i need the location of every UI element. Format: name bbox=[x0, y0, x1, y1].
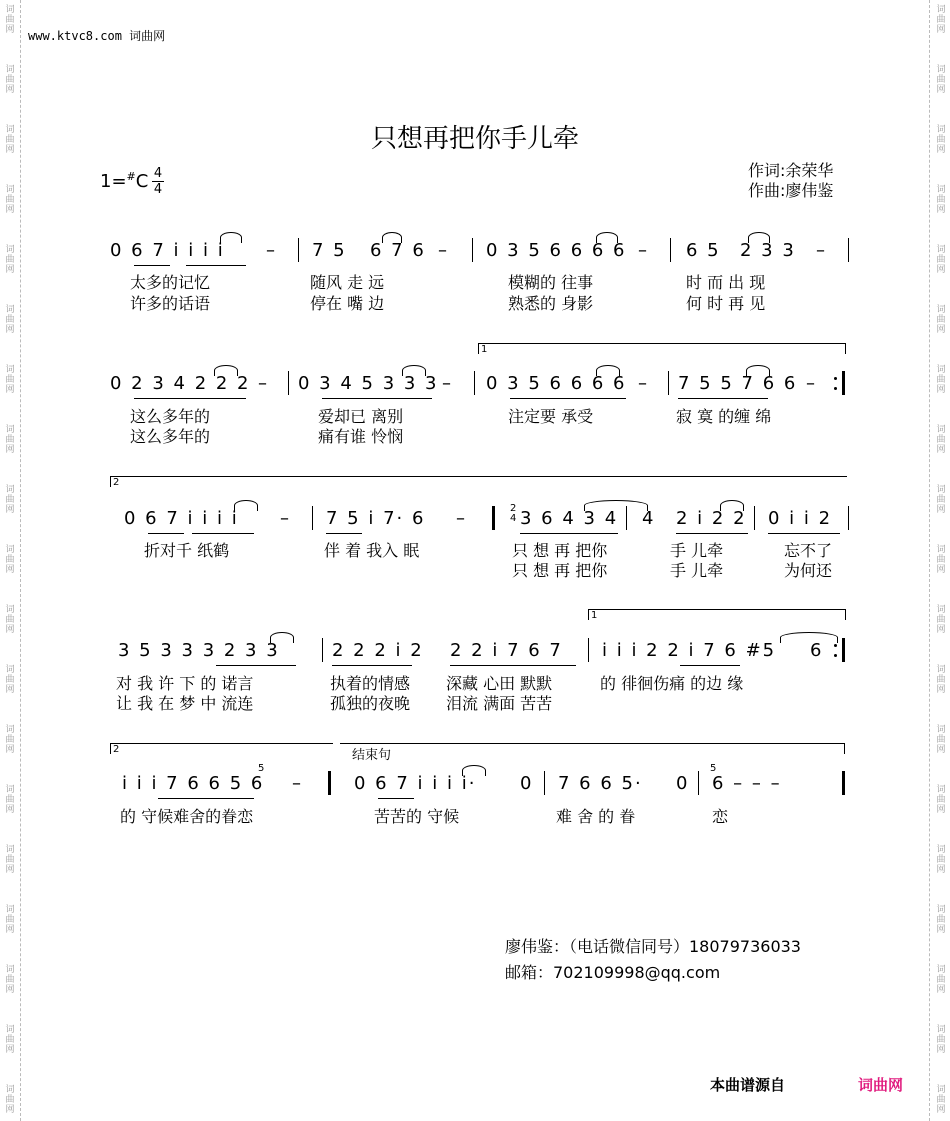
lyric-line: 伴 着 我入 眠 bbox=[324, 541, 420, 560]
barline bbox=[670, 238, 671, 262]
final-barline bbox=[842, 771, 845, 795]
watermark-text: 词 曲 网 bbox=[5, 185, 15, 215]
barline bbox=[322, 638, 323, 662]
barline bbox=[754, 506, 755, 530]
measure-2-notes: 7 5 bbox=[312, 240, 347, 261]
watermark-text: 词 曲 网 bbox=[5, 425, 15, 455]
measure-4-notes-b: 2 3 3 bbox=[740, 240, 796, 261]
barline bbox=[312, 506, 313, 530]
lyric-line: 时 而 出 现 bbox=[686, 273, 766, 292]
lyric-line: 寂 寞 的缠 绵 bbox=[676, 407, 772, 426]
watermark-text: 词 曲 网 bbox=[936, 365, 946, 395]
lyric-line: 孤独的夜晚 bbox=[330, 694, 411, 713]
contact-email[interactable]: 邮箱：702109998@qq.com bbox=[505, 963, 721, 982]
watermark-text: 词 曲 网 bbox=[936, 785, 946, 815]
eighth-beam bbox=[158, 798, 254, 799]
watermark-text: 词 曲 网 bbox=[936, 1025, 946, 1055]
score-row-4 bbox=[100, 632, 850, 676]
watermark-text: 词 曲 网 bbox=[936, 1085, 946, 1115]
hold-dash: – bbox=[280, 508, 291, 529]
lyric-line: 只 想 再 把你 bbox=[512, 561, 608, 580]
watermark-text: 词 曲 网 bbox=[936, 65, 946, 95]
measure-15-notes: 2 2 2 i 2 bbox=[332, 640, 424, 661]
watermark-text: 词 曲 网 bbox=[936, 185, 946, 215]
watermark-text: 词 曲 网 bbox=[936, 245, 946, 275]
slur bbox=[584, 500, 648, 511]
repeat-end-barline bbox=[842, 638, 845, 662]
watermark-text: 词 曲 网 bbox=[936, 485, 946, 515]
measure-16-notes-b: 6 bbox=[810, 640, 824, 661]
hold-dash: – bbox=[438, 240, 449, 261]
eighth-beam bbox=[332, 665, 412, 666]
measure-3-notes: 0 3 5 6 6 6 6 bbox=[486, 240, 627, 261]
eighth-beam bbox=[678, 398, 768, 399]
measure-19-notes-b: 0 bbox=[676, 773, 690, 794]
source-label: 本曲谱源自 bbox=[710, 1076, 786, 1094]
measure-18-notes-b: 0 bbox=[520, 773, 534, 794]
lyric-line: 熟悉的 身影 bbox=[508, 294, 594, 313]
lyric-line: 注定要 承受 bbox=[508, 407, 594, 426]
barline bbox=[298, 238, 299, 262]
watermark-text: 词 曲 网 bbox=[936, 305, 946, 335]
lyric-line: 这么多年的 bbox=[130, 427, 211, 446]
watermark-text: 词 曲 网 bbox=[5, 1025, 15, 1055]
barline bbox=[848, 506, 849, 530]
barline bbox=[544, 771, 545, 795]
hold-dash: – bbox=[258, 373, 269, 394]
slur bbox=[596, 232, 618, 243]
lyricist: 作词:余荣华 bbox=[748, 161, 834, 180]
eighth-beam bbox=[680, 665, 740, 666]
lyric-line: 只 想 再 把你 bbox=[512, 541, 608, 560]
measure-19-notes: 7 6 6 5· bbox=[558, 773, 643, 794]
hold-dash: – bbox=[292, 773, 303, 794]
eighth-beam bbox=[134, 398, 246, 399]
watermark-text: 词 曲 网 bbox=[5, 245, 15, 275]
key-signature: 1=#C bbox=[100, 170, 149, 192]
eighth-beam bbox=[186, 265, 246, 266]
slur bbox=[270, 632, 294, 643]
watermark-text: 词 曲 网 bbox=[5, 605, 15, 635]
song-title: 只想再把你手儿牵 bbox=[370, 124, 579, 154]
watermark-text: 词 曲 网 bbox=[936, 425, 946, 455]
coda-bracket bbox=[340, 743, 845, 754]
watermark-text: 词 曲 网 bbox=[5, 545, 15, 575]
lyric-line: 为何还 bbox=[784, 561, 833, 580]
measure-12-notes: 4 bbox=[642, 508, 656, 529]
eighth-beam bbox=[378, 798, 414, 799]
slur bbox=[462, 765, 486, 776]
lyric-line: 泪流 满面 苦苦 bbox=[446, 694, 553, 713]
eighth-beam bbox=[768, 533, 840, 534]
eighth-beam bbox=[134, 265, 170, 266]
repeat-dot bbox=[834, 644, 837, 647]
barline bbox=[848, 238, 849, 262]
lyric-line: 苦苦的 守候 bbox=[374, 807, 460, 826]
measure-8-notes: 7 5 5 7 6 6 bbox=[678, 373, 798, 394]
eighth-beam bbox=[148, 533, 184, 534]
lyric-line: 太多的记忆 bbox=[130, 273, 211, 292]
watermark-text: 词 曲 网 bbox=[936, 125, 946, 155]
watermark-text: 词 曲 网 bbox=[5, 785, 15, 815]
repeat-start-barline bbox=[492, 506, 495, 530]
volta-1-second: 1 bbox=[588, 609, 846, 620]
barline bbox=[588, 638, 589, 662]
barline bbox=[474, 371, 475, 395]
repeat-dot bbox=[834, 654, 837, 657]
measure-2-notes-b: 6 7 6 bbox=[370, 240, 426, 261]
time-signature: 4 4 bbox=[153, 166, 163, 197]
measure-17-notes: i i i 7 6 6 5 6 bbox=[122, 773, 265, 794]
measure-14-notes: 3 5 3 3 3 2 3 3 bbox=[118, 640, 280, 661]
volta-1: 1 bbox=[478, 343, 846, 354]
eighth-beam bbox=[450, 665, 576, 666]
watermark-text: 词 曲 网 bbox=[5, 665, 15, 695]
lyric-line: 深藏 心田 默默 bbox=[446, 674, 553, 693]
watermark-text: 词 曲 网 bbox=[936, 905, 946, 935]
watermark-text: 词 曲 网 bbox=[936, 605, 946, 635]
lyric-line: 对 我 许 下 的 诺言 bbox=[116, 674, 254, 693]
watermark-text: 词 曲 网 bbox=[5, 5, 15, 35]
repeat-dot bbox=[834, 387, 837, 390]
measure-11-notes: 3 6 4 3 4 bbox=[520, 508, 619, 529]
slur bbox=[220, 232, 242, 243]
eighth-beam bbox=[510, 398, 626, 399]
site-url[interactable]: www.ktvc8.com 词曲网 bbox=[28, 29, 166, 43]
watermark-text: 词 曲 网 bbox=[5, 905, 15, 935]
measure-18-notes: 0 6 7 i i i i· bbox=[354, 773, 477, 794]
lyric-line: 这么多年的 bbox=[130, 407, 211, 426]
slur bbox=[780, 632, 838, 643]
eighth-beam bbox=[192, 533, 254, 534]
hold-dash: – bbox=[638, 240, 649, 261]
eighth-beam bbox=[322, 398, 432, 399]
lyric-line: 爱却已 离别 bbox=[318, 407, 404, 426]
slur bbox=[382, 232, 402, 243]
hold-dash: – bbox=[442, 373, 453, 394]
measure-1-notes: 0 6 7 i i i i bbox=[110, 240, 225, 261]
lyric-line: 让 我 在 梦 中 流连 bbox=[116, 694, 254, 713]
hold-dash: – bbox=[806, 373, 817, 394]
volta-2-second: 2 bbox=[110, 743, 333, 754]
hold-dash: – bbox=[638, 373, 649, 394]
eighth-beam bbox=[520, 533, 618, 534]
hold-dash: – bbox=[816, 240, 827, 261]
watermark-text: 词 曲 网 bbox=[936, 845, 946, 875]
lyric-line: 手 儿牵 bbox=[670, 541, 724, 560]
lyric-line: 的 守候难舍的眷恋 bbox=[120, 807, 254, 826]
watermark-text: 词 曲 网 bbox=[5, 65, 15, 95]
watermark-text: 词 曲 网 bbox=[5, 845, 15, 875]
measure-6-notes: 0 3 4 5 3 3 3 bbox=[298, 373, 439, 394]
lyric-line: 恋 bbox=[712, 807, 729, 826]
lyric-line: 折对千 纸鹤 bbox=[144, 541, 230, 560]
slur bbox=[234, 500, 258, 511]
watermark-text: 词 曲 网 bbox=[5, 725, 15, 755]
time-change-2-4: 2 4 bbox=[510, 503, 519, 524]
lyric-line: 模糊的 往事 bbox=[508, 273, 594, 292]
watermark-text: 词 曲 网 bbox=[936, 665, 946, 695]
lyric-line: 随风 走 远 bbox=[310, 273, 385, 292]
lyric-line: 何 时 再 见 bbox=[686, 294, 766, 313]
hold-dash: – bbox=[456, 508, 467, 529]
watermark-text: 词 曲 网 bbox=[936, 725, 946, 755]
watermark-text: 词 曲 网 bbox=[936, 5, 946, 35]
measure-20-notes: 6 – – – bbox=[712, 773, 782, 794]
slur bbox=[720, 500, 744, 511]
measure-13-notes: 0 i i 2 bbox=[768, 508, 833, 529]
lyric-line: 的 徘徊伤痛 的边 缘 bbox=[600, 674, 744, 693]
measure-4-notes: 6 5 bbox=[686, 240, 721, 261]
lyric-line: 许多的话语 bbox=[130, 294, 211, 313]
watermark-text: 词 曲 网 bbox=[5, 365, 15, 395]
slur bbox=[746, 365, 770, 376]
ending-label: 结束句 bbox=[352, 748, 392, 763]
score-row-5 bbox=[100, 765, 850, 809]
measure-9-notes: 0 6 7 i i i i bbox=[124, 508, 239, 529]
slur bbox=[214, 365, 238, 376]
grace-note: 5 bbox=[258, 763, 267, 774]
contact-phone: 廖伟鉴：（电话微信同号）18079736033 bbox=[505, 937, 801, 956]
repeat-dot bbox=[834, 377, 837, 380]
score-row-2 bbox=[100, 365, 850, 409]
eighth-beam bbox=[216, 665, 296, 666]
composer: 作曲:廖伟鉴 bbox=[748, 181, 834, 200]
barline bbox=[698, 771, 699, 795]
watermark-text: 词 曲 网 bbox=[5, 305, 15, 335]
slur bbox=[402, 365, 426, 376]
hold-dash: – bbox=[266, 240, 277, 261]
measure-12-notes-b: 2 i 2 2 bbox=[676, 508, 747, 529]
eighth-beam bbox=[676, 533, 748, 534]
lyric-line: 难 舍 的 眷 bbox=[556, 807, 636, 826]
watermark-text: 词 曲 网 bbox=[5, 1085, 15, 1115]
slur bbox=[748, 232, 770, 243]
watermark-text: 词 曲 网 bbox=[5, 965, 15, 995]
measure-7-notes: 0 3 5 6 6 6 6 bbox=[486, 373, 627, 394]
lyric-line: 停在 嘴 边 bbox=[310, 294, 385, 313]
lyric-line: 手 儿牵 bbox=[670, 561, 724, 580]
watermark-text: 词 曲 网 bbox=[5, 485, 15, 515]
barline bbox=[668, 371, 669, 395]
repeat-end-barline bbox=[842, 371, 845, 395]
slur bbox=[596, 365, 620, 376]
watermark-text: 词 曲 网 bbox=[936, 545, 946, 575]
lyric-line: 痛有谁 怜悯 bbox=[318, 427, 404, 446]
double-barline bbox=[328, 771, 331, 795]
lyric-line: 执着的情感 bbox=[330, 674, 411, 693]
measure-16-notes: i i i 2 2 i 7 6 #5 bbox=[602, 640, 777, 661]
watermark-text: 词 曲 网 bbox=[936, 965, 946, 995]
eighth-beam bbox=[326, 533, 362, 534]
measure-15-notes-b: 2 2 i 7 6 7 bbox=[450, 640, 563, 661]
source-brand-link[interactable]: 词曲网 bbox=[858, 1076, 904, 1094]
barline bbox=[472, 238, 473, 262]
watermark-text: 词 曲 网 bbox=[5, 125, 15, 155]
volta-2: 2 bbox=[110, 476, 847, 487]
lyric-line: 忘不了 bbox=[784, 541, 833, 560]
barline bbox=[288, 371, 289, 395]
grace-note: 5 bbox=[710, 763, 719, 774]
measure-10-notes: 7 5 i 7· 6 bbox=[326, 508, 426, 529]
measure-5-notes: 0 2 3 4 2 2 2 bbox=[110, 373, 251, 394]
